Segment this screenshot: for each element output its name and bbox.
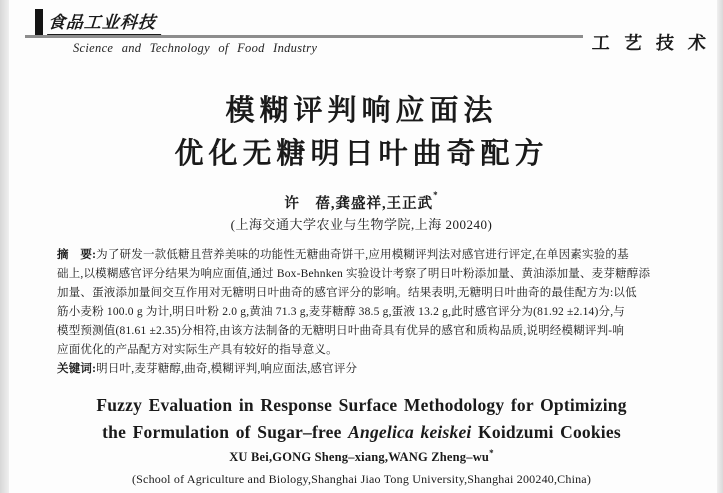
abstract-line: 模型预测值(81.61 ±2.35)分相符,由该方法制备的无糖明日叶曲奇具有优异的感官和质构品质,说明经模糊评判-响 [57, 325, 625, 337]
authors-chinese [0, 192, 723, 213]
article-title-line2: 优化无糖明日叶曲奇配方 [174, 138, 549, 170]
page-edge-left [0, 0, 9, 493]
english-title-line1: Fuzzy Evaluation in Response Surface Methodology for Optimizing [96, 395, 627, 415]
abstract-line: 础上,以模糊感官评分结果为响应面值,通过 Box-Behnken 实验设计考察了明日叶粉添加量、黄油添加量、麦芽糖醇添 [57, 268, 651, 280]
affiliation-english: (School of Agriculture and Biology,Shanghai Jiao Tong University,Shanghai 200240,China) [131, 472, 592, 486]
abstract-line: 加量、蛋液添加量间交互作用对无糖明日叶曲奇的感官评分的影响。结果表明,无糖明日叶曲奇的最佳配方为:以低 [57, 287, 637, 299]
keywords-label: 关键词: [57, 363, 97, 375]
authors-english [0, 450, 723, 465]
header-divider-rule [25, 35, 583, 38]
keywords-text: 明日叶,麦芽糖醇,曲奇,模糊评判,响应面法,感官评分 [96, 363, 358, 375]
abstract-line: 应面优化的产品配方对实际生产具有较好的指导意义。 [57, 344, 338, 356]
article-title-line1: 模糊评判响应面法 [225, 95, 498, 127]
english-title-post: Koidzumi Cookies [471, 422, 621, 442]
section-label: 工艺技术 [591, 33, 721, 54]
english-title-line2 [0, 422, 723, 443]
english-title-pre: the Formulation of Sugar–free [102, 422, 349, 442]
abstract-label: 摘 要: [57, 249, 97, 261]
page-edge-right [717, 0, 723, 493]
abstract-line [57, 246, 677, 265]
abstract-line: 筋小麦粉 100.0 g 为计,明日叶粉 2.0 g,黄油 71.3 g,麦芽糖醇 38.5 g,蛋液 13.2 g,此时感官评分为(81.92 ±2.14)分,与 [57, 306, 625, 318]
corresponding-author-mark: * [433, 190, 439, 200]
abstract-block [57, 246, 677, 379]
authors-chinese-names: 许 蓓,龚盛祥,王正武 [284, 196, 434, 212]
abstract-text: 为了研发一款低糖且营养美味的功能性无糖曲奇饼干,应用模糊评判法对感官进行评定,在单因素实验的基 [96, 249, 629, 261]
journal-logo-cn: 食品工业科技 [47, 8, 163, 36]
english-title-species: Angelica keiskei [348, 422, 472, 442]
keywords-line [57, 360, 677, 379]
affiliation-chinese: (上海交通大学农业与生物学院,上海 200240) [230, 217, 493, 232]
journal-name-english: Science and Technology of Food Industry [73, 41, 318, 55]
authors-english-names: XU Bei,GONG Sheng–xiang,WANG Zheng–wu [229, 450, 490, 464]
english-corresponding-author-mark: * [489, 448, 494, 458]
journal-logo-bar [35, 9, 43, 35]
